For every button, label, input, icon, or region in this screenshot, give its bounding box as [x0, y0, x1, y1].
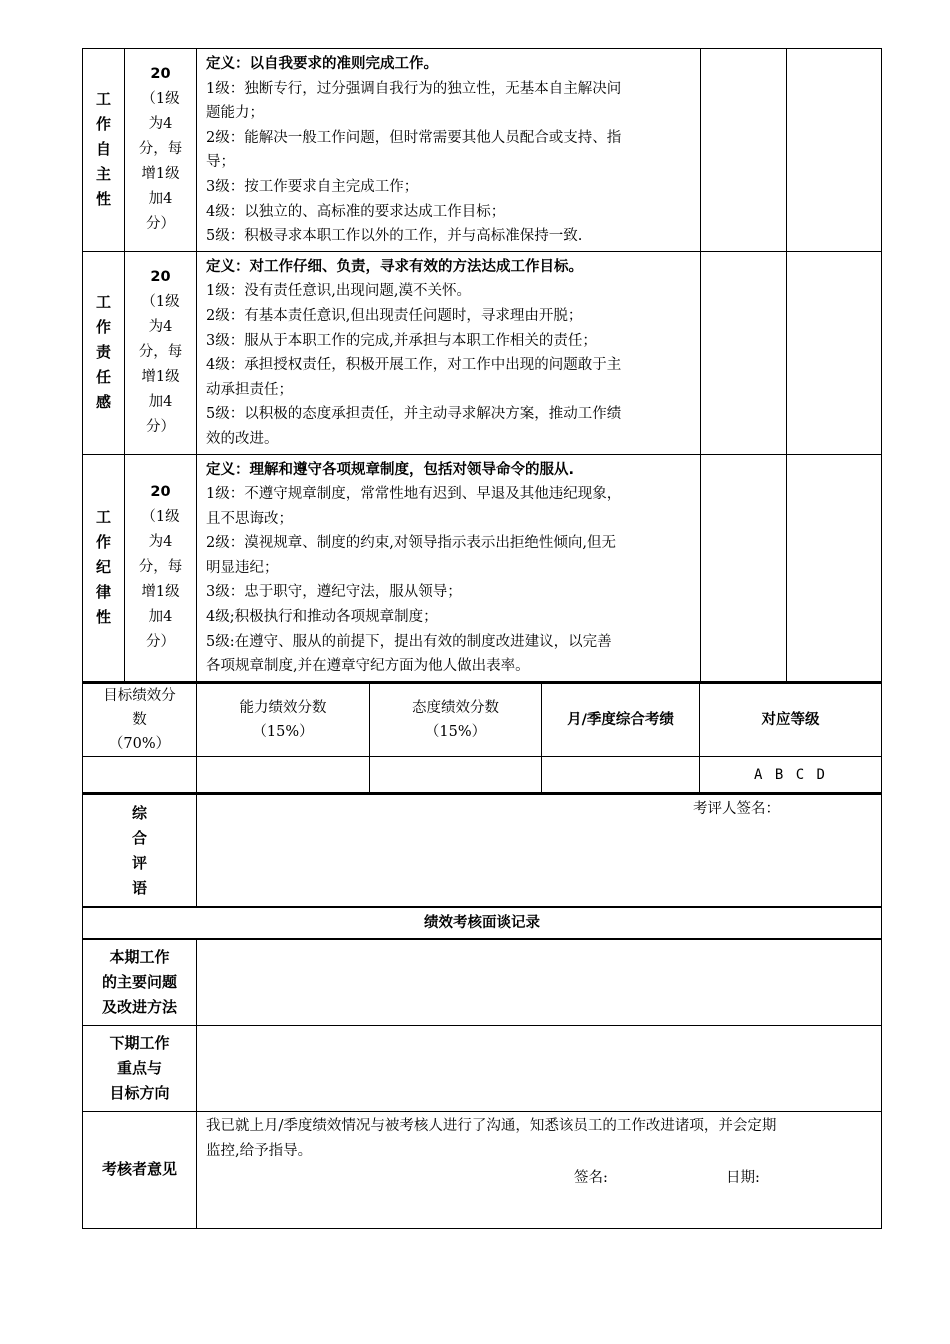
next-goals-row [83, 1025, 882, 1111]
remark-input-cell[interactable] [787, 251, 882, 454]
criterion-row-discipline [83, 454, 882, 681]
grade-options[interactable]: A B C D [700, 757, 882, 793]
score-input-cell[interactable] [701, 251, 787, 454]
opinion-row [83, 1111, 882, 1228]
grade-header: 对应等级 [700, 683, 882, 757]
overall-score-cell[interactable] [542, 757, 700, 793]
sign-label: 签名: [574, 1169, 608, 1186]
criterion-description: 定义：以自我要求的准则完成工作。 1级：独断专行，过分强调自我行为的独立性，无基本自主解决问 题能力； 2级：能解决一般工作问题，但时常需要其他人员配合或支持、指 导； 3级：按工作要求自主完成工作； 4级：以独立的、高标准的要求达成工作目标； 5级：积极寻求本职工作以外的工作，并与高标准保持一致. [197, 49, 701, 252]
remark-input-cell[interactable] [787, 49, 882, 252]
evaluator-signature-label: 考评人签名： [693, 801, 780, 818]
criterion-title: 工 作 责 任 感 [83, 251, 125, 454]
target-score-cell[interactable] [83, 757, 197, 793]
criterion-score: 20 （1级 为4 分，每 增1级 加4 分） [125, 49, 197, 252]
criterion-row-responsibility [83, 251, 882, 454]
opinion-text-line: 监控,给予指导。 [206, 1142, 313, 1159]
summary-table [82, 682, 882, 794]
summary-value-row [83, 757, 882, 793]
problems-label: 本期工作 的主要问题 及改进方法 [83, 939, 197, 1025]
criterion-title: 工 作 自 主 性 [83, 49, 125, 252]
problems-cell[interactable] [197, 939, 882, 1025]
criterion-score: 20 （1级 为4 分，每 增1级 加4 分） [125, 251, 197, 454]
definition: 定义：对工作仔细、负责，寻求有效的方法达成工作目标。 [206, 258, 583, 275]
comment-row [83, 794, 882, 907]
next-goals-cell[interactable] [197, 1025, 882, 1111]
remark-input-cell[interactable] [787, 454, 882, 681]
opinion-cell[interactable] [197, 1111, 882, 1228]
summary-header-row [83, 683, 882, 757]
attitude-score-cell[interactable] [370, 757, 542, 793]
definition: 定义：理解和遵守各项规章制度，包括对领导命令的服从. [206, 461, 575, 478]
comment-label: 综 合 评 语 [83, 794, 197, 907]
interview-table [82, 793, 882, 1229]
target-score-header: 目标绩效分 数 （70%） [83, 683, 197, 757]
definition: 定义：以自我要求的准则完成工作。 [206, 56, 438, 72]
criterion-title: 工 作 纪 律 性 [83, 454, 125, 681]
opinion-label: 考核者意见 [83, 1111, 197, 1228]
next-goals-label: 下期工作 重点与 目标方向 [83, 1025, 197, 1111]
score-input-cell[interactable] [701, 454, 787, 681]
opinion-text-line: 我已就上月/季度绩效情况与被考核人进行了沟通，知悉该员工的工作改进诸项，并会定期 [206, 1117, 777, 1134]
overall-score-header: 月/季度综合考绩 [542, 683, 700, 757]
ability-score-header: 能力绩效分数 （15%） [197, 683, 370, 757]
date-label: 日期: [726, 1169, 760, 1186]
attitude-score-header: 态度绩效分数 （15%） [370, 683, 542, 757]
criterion-row-autonomy [83, 49, 882, 252]
criterion-description: 定义：对工作仔细、负责，寻求有效的方法达成工作目标。 1级：没有责任意识,出现问题,漠不关怀。 2级：有基本责任意识,但出现责任问题时，寻求理由开脱； 3级：服从于本职工作的完成,并承担与本职工作相关的责任； 4级：承担授权责任，积极开展工作，对工作中出现的问题敢于主 动承担责任； 5级：以积极的态度承担责任，并主动寻求解决方案，推动工作绩 效的改进。 [197, 251, 701, 454]
ability-score-cell[interactable] [197, 757, 370, 793]
criterion-description: 定义：理解和遵守各项规章制度，包括对领导命令的服从. 1级：不遵守规章制度，常常性地有迟到、早退及其他违纪现象， 且不思诲改； 2级：漠视规章、制度的约束,对领导指示表示出拒绝性倾向,但无 明显违纪； 3级：忠于职守，遵纪守法，服从领导； 4级;积极执行和推动各项规章制度； 5级:在遵守、服从的前提下，提出有效的制度改进建议，以完善 各项规章制度,并在遵章守纪方面为他人做出表率。 [197, 454, 701, 681]
problems-row [83, 939, 882, 1025]
evaluation-form [82, 48, 881, 1229]
criterion-score: 20 （1级 为4 分，每 增1级 加4 分） [125, 454, 197, 681]
criteria-table [82, 48, 882, 682]
comment-cell[interactable] [197, 794, 882, 907]
interview-title-row [83, 907, 882, 939]
interview-title: 绩效考核面谈记录 [83, 907, 882, 939]
score-input-cell[interactable] [701, 49, 787, 252]
